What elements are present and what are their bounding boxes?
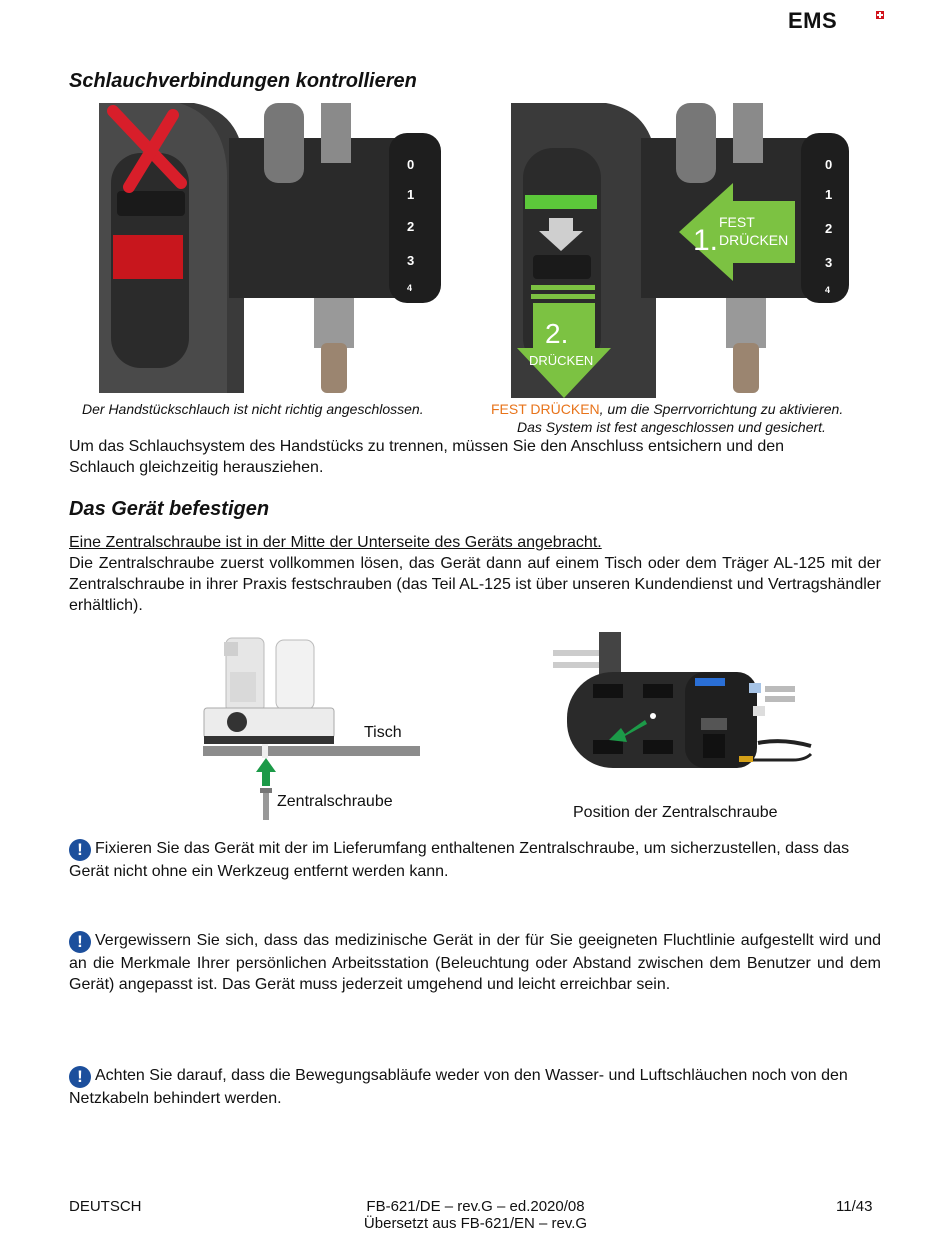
notice-text: Fixieren Sie das Gerät mit der im Lieferumfang enthaltenen Zentralschraube, um sicherzustellen, dass das Gerät nicht ohne ein Werkzeug entfernt werden kann.	[69, 840, 850, 880]
arrow1-text-line1: FEST	[719, 214, 755, 230]
dial-number: 1	[407, 187, 415, 202]
dial-number: 4	[825, 285, 831, 295]
notice-hoses	[69, 1065, 881, 1109]
notice-alignment	[69, 930, 881, 995]
label-central-screw: Zentralschraube	[277, 793, 393, 810]
ems-logo	[788, 8, 837, 34]
footer-language: DEUTSCH	[69, 1198, 142, 1215]
caption-rest: , um die Sperrvorrichtung zu aktivieren.	[599, 401, 844, 417]
swiss-cross-icon	[876, 11, 884, 19]
caption-secured: Das System ist fest angeschlossen und gesichert.	[517, 419, 826, 435]
dial-number: 2	[825, 221, 833, 236]
label-table: Tisch	[364, 724, 402, 741]
arrow1-number: 1.	[693, 224, 719, 257]
paragraph-fasten: Die Zentralschraube zuerst vollkommen lösen, das Gerät dann auf einem Tisch oder dem Träger AL-125 mit der Zentralschraube in ihrer Praxis festschrauben (das Teil AL-125 ist über unseren Kundendienst und Vertragshändler erhältlich).	[69, 555, 881, 614]
dial-number: 4	[407, 283, 413, 293]
info-exclamation-icon: !	[69, 1066, 91, 1088]
figure-hose-not-connected	[99, 103, 445, 393]
dial-number: 3	[407, 253, 415, 268]
dial-number: 0	[407, 157, 415, 172]
info-exclamation-icon: !	[69, 839, 91, 861]
logo-text: EMS	[788, 8, 838, 33]
footer-doc-ref-line2: Übersetzt aus FB-621/EN – rev.G	[363, 1215, 588, 1232]
figure-device-bottom	[553, 628, 815, 770]
caption-press-firmly	[491, 401, 881, 417]
arrow2-text: DRÜCKEN	[529, 353, 594, 368]
dial-number: 0	[825, 157, 833, 172]
notice-fix-device	[69, 838, 881, 882]
dial-number: 2	[407, 219, 415, 234]
info-exclamation-icon: !	[69, 931, 91, 953]
figure-hose-press-firmly	[511, 103, 851, 398]
label-screw-position: Position der Zentralschraube	[573, 804, 778, 821]
dial-number: 3	[825, 255, 833, 270]
notice-text: Vergewissern Sie sich, dass das medizinische Gerät in der für Sie geeigneten Fluchtlinie aufgestellt wird und an die Merkmale Ihrer persönlichen Arbeitsstation (Beleuchtung oder Abstand zwischen dem Benutzer und dem Gerät) angepasst ist. Das Gerät muss jederzeit umgehend und leicht erreichbar sein.	[69, 932, 881, 993]
caption-highlight: FEST DRÜCKEN	[491, 401, 600, 417]
caption-not-connected: Der Handstückschlauch ist nicht richtig angeschlossen.	[82, 401, 424, 417]
footer-page-number: 11/43	[836, 1198, 873, 1215]
dial-number: 1	[825, 187, 833, 202]
footer-doc-ref-line1: FB-621/DE – rev.G – ed.2020/08	[366, 1198, 585, 1215]
arrow2-number: 2.	[545, 318, 569, 349]
notice-text: Achten Sie darauf, dass die Bewegungsabläufe weder von den Wasser- und Luftschläuchen noch von den Netzkabeln behindert werden.	[69, 1067, 848, 1107]
arrow1-text-line2: DRÜCKEN	[719, 232, 789, 248]
footer-doc-ref	[363, 1198, 588, 1232]
arrow-up-icon	[256, 758, 276, 786]
central-screw-note: Eine Zentralschraube ist in der Mitte der Unterseite des Geräts angebracht.	[69, 534, 602, 551]
paragraph-disconnect: Um das Schlauchsystem des Handstücks zu trennen, müssen Sie den Anschluss entsichern und den Schlauch gleichzeitig herausziehen.	[69, 438, 785, 476]
section-heading-fasten-device: Das Gerät befestigen	[69, 498, 270, 520]
section-heading-hose-connections: Schlauchverbindungen kontrollieren	[69, 70, 417, 92]
